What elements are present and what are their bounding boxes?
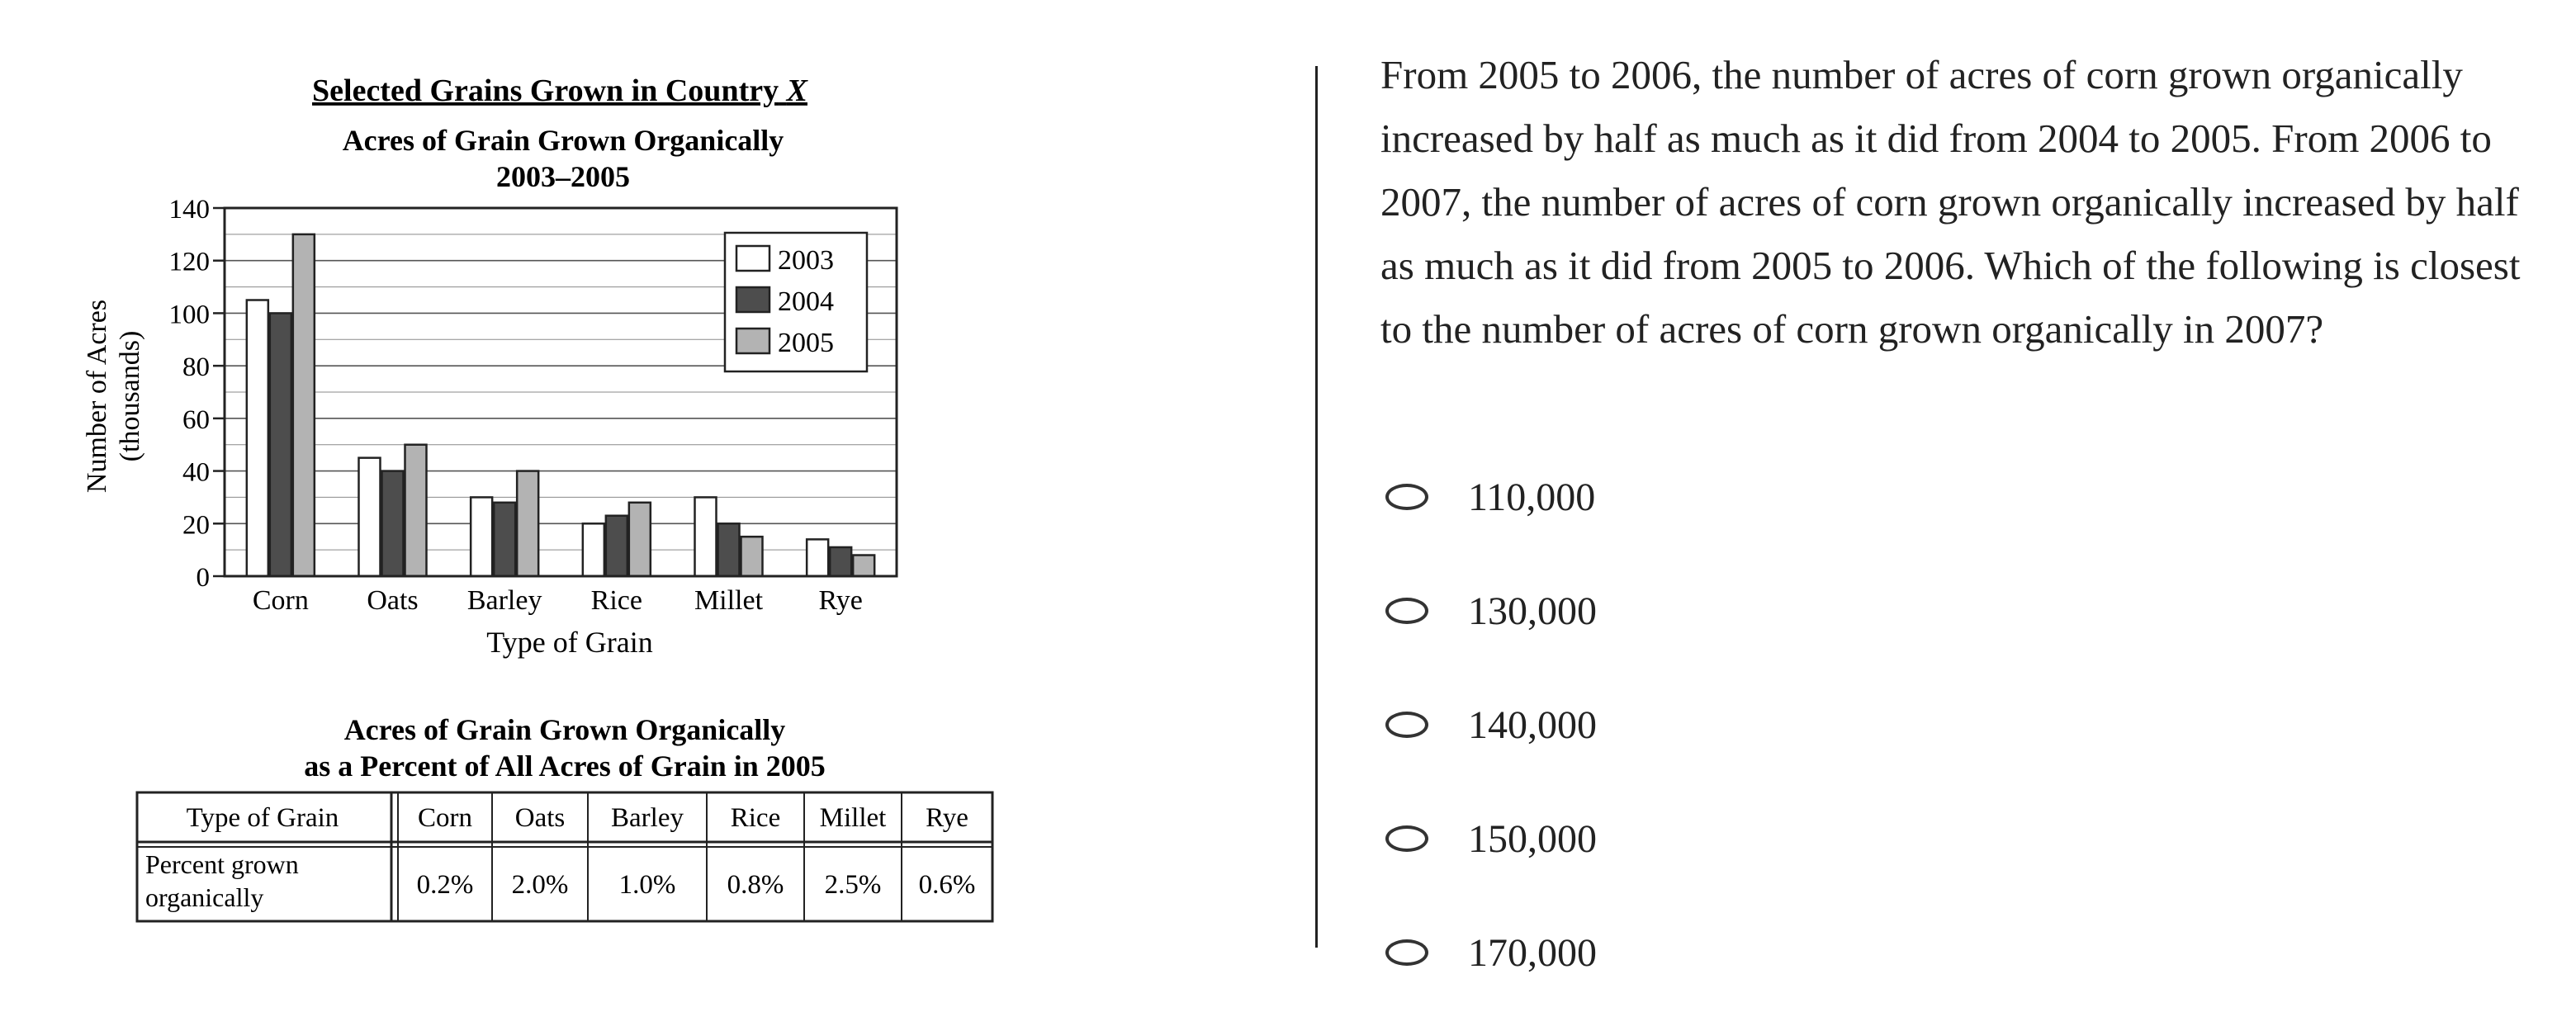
legend-label-2005: 2005 — [778, 328, 834, 358]
y-tick-label: 100 — [168, 300, 210, 330]
bar-chart — [169, 195, 897, 616]
radio-button-icon[interactable] — [1385, 598, 1428, 624]
table-header-rice: Rice — [730, 803, 781, 833]
figure-main-title: Selected Grains Grown in Country X — [312, 73, 807, 108]
legend-swatch-2004 — [736, 287, 769, 312]
legend-label-2004: 2004 — [778, 286, 834, 317]
legend-label-2003: 2003 — [778, 245, 834, 276]
x-tick-label: Barley — [466, 585, 542, 616]
table-title-line2: as a Percent of All Acres of Grain in 2005 — [304, 750, 826, 783]
table-header-oats: Oats — [514, 803, 566, 833]
table-title-line1: Acres of Grain Grown Organically — [343, 713, 786, 746]
bar-rye-2005 — [853, 556, 874, 576]
country-variable: X — [786, 73, 807, 108]
bar-corn-2003 — [247, 300, 268, 577]
bar-oats-2004 — [382, 471, 404, 576]
y-axis-label-line2: (thousands) — [115, 330, 145, 462]
y-tick-label: 40 — [182, 457, 210, 488]
bar-oats-2003 — [359, 458, 381, 576]
table-value-millet: 2.5% — [824, 870, 882, 900]
bar-millet-2004 — [718, 523, 740, 576]
answer-choice-1[interactable] — [1385, 464, 1881, 530]
answer-choice-label: 110,000 — [1468, 475, 1596, 519]
panel-divider — [1315, 66, 1318, 948]
table-value-corn: 0.2% — [416, 870, 474, 900]
bar-corn-2005 — [293, 234, 315, 576]
table-row-label-line2: organically — [145, 882, 264, 912]
answer-choice-3[interactable] — [1385, 692, 1881, 758]
radio-button-icon[interactable] — [1385, 939, 1428, 966]
y-tick-label: 120 — [168, 247, 210, 277]
table-header-type: Type of Grain — [186, 803, 339, 833]
answer-choice-4[interactable] — [1385, 806, 1881, 872]
y-tick-label: 140 — [168, 195, 210, 225]
bar-rye-2003 — [807, 539, 828, 576]
answer-choice-label: 140,000 — [1468, 702, 1597, 747]
bar-millet-2005 — [741, 537, 763, 576]
table-value-rye: 0.6% — [918, 870, 976, 900]
answer-choice-label: 130,000 — [1468, 589, 1597, 633]
answer-choice-2[interactable] — [1385, 578, 1881, 644]
bar-rice-2004 — [606, 516, 627, 576]
chart-title-line1: Acres of Grain Grown Organically — [342, 124, 784, 157]
table-value-rice: 0.8% — [727, 870, 784, 900]
x-tick-label: Rye — [818, 585, 863, 616]
table-value-oats: 2.0% — [511, 870, 569, 900]
table-header-rye: Rye — [926, 803, 968, 833]
answer-choice-label: 150,000 — [1468, 816, 1597, 861]
radio-button-icon[interactable] — [1385, 484, 1428, 510]
x-tick-label: Oats — [367, 585, 419, 616]
x-tick-label: Millet — [694, 585, 764, 616]
bar-rice-2005 — [629, 503, 651, 576]
y-tick-label: 20 — [182, 510, 210, 541]
y-tick-label: 60 — [182, 404, 210, 435]
radio-button-icon[interactable] — [1385, 825, 1428, 852]
y-tick-label: 80 — [182, 352, 210, 383]
chart-title-line2: 2003–2005 — [496, 160, 630, 193]
answer-choice-5[interactable] — [1385, 920, 1881, 986]
table-header-barley: Barley — [611, 803, 684, 833]
y-tick-label: 0 — [196, 563, 210, 593]
x-tick-label: Rice — [590, 585, 642, 616]
answer-choice-label: 170,000 — [1468, 930, 1597, 975]
table-row-label-line1: Percent grown — [145, 849, 299, 879]
y-axis-label-line1: Number of Acres — [82, 299, 112, 494]
bar-rice-2003 — [583, 523, 604, 576]
question-text: From 2005 to 2006, the number of acres of corn grown organically increased by half as much as it did from 2004 to 2005. From 2006 to 2007, the number of acres of corn grown organically increased by half as much as it did from 2005 to 2006. Which of the following is closest to the number of acres of corn grown organically in 2007? — [1380, 52, 2521, 352]
radio-button-icon[interactable] — [1385, 712, 1428, 738]
bar-barley-2004 — [494, 503, 515, 576]
bar-barley-2005 — [517, 471, 538, 576]
bar-corn-2004 — [270, 313, 291, 576]
bar-millet-2003 — [695, 497, 717, 576]
legend-swatch-2003 — [736, 246, 769, 271]
legend-swatch-2005 — [736, 329, 769, 353]
bar-barley-2003 — [471, 497, 492, 576]
bar-oats-2005 — [405, 445, 427, 576]
table-header-corn: Corn — [418, 803, 472, 833]
bar-rye-2004 — [830, 547, 851, 576]
question-panel — [1380, 0, 2553, 1008]
percent-table — [137, 792, 992, 921]
table-value-barley: 1.0% — [618, 870, 676, 900]
x-tick-label: Corn — [252, 585, 309, 616]
table-header-millet: Millet — [819, 803, 887, 833]
x-axis-label: Type of Grain — [486, 626, 653, 659]
